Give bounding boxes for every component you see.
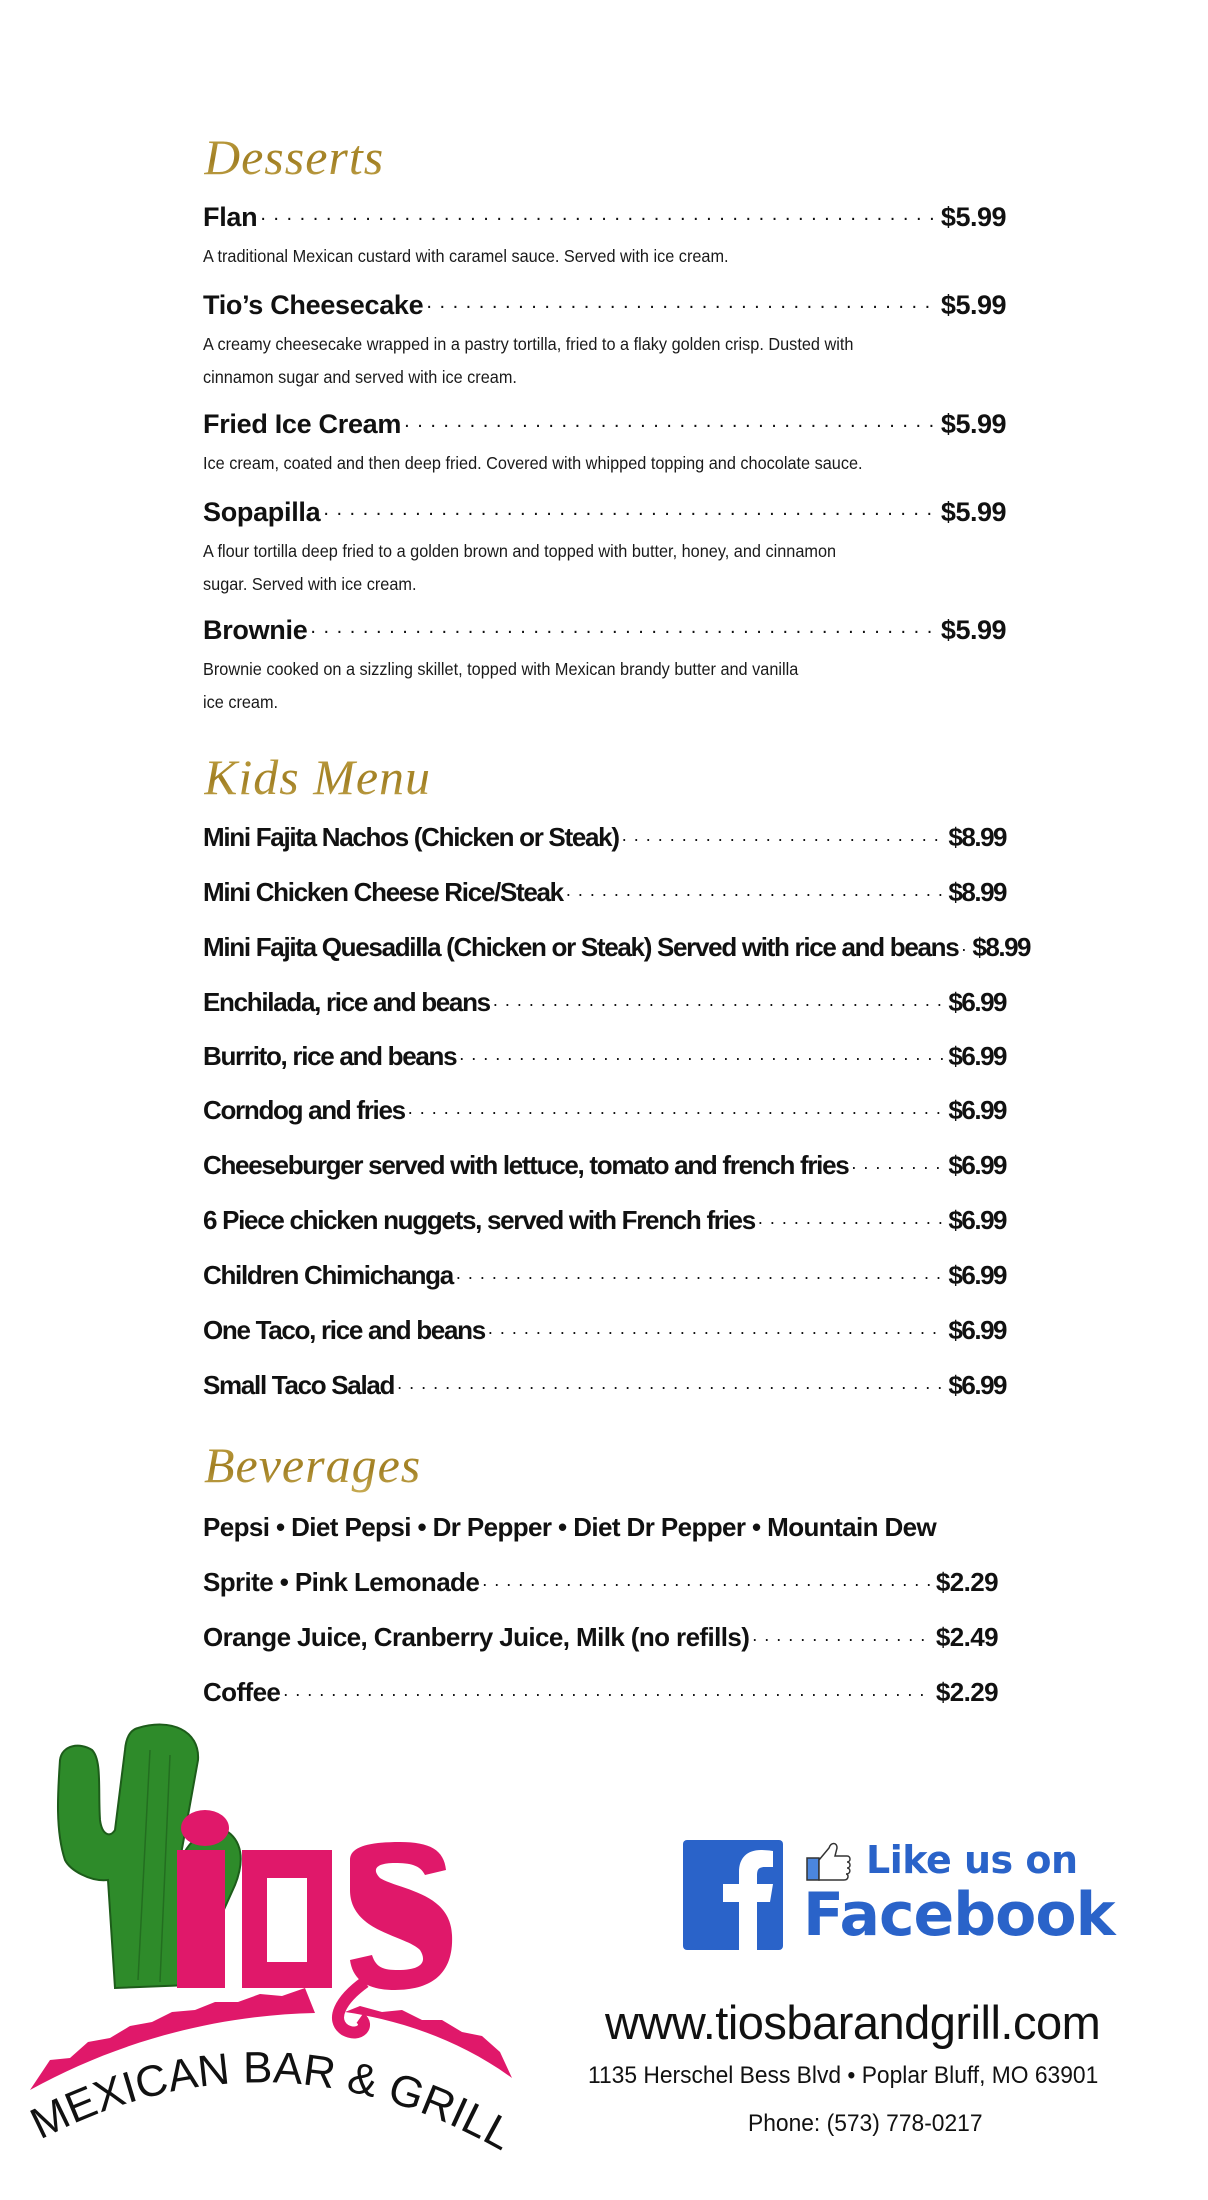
beverages-heading: Beverages — [204, 1437, 422, 1493]
item-name: 6 Piece chicken nuggets, served with French fries — [203, 1205, 755, 1235]
item-price: $6.99 — [948, 1260, 1006, 1290]
item-price: $6.99 — [948, 1041, 1006, 1071]
item-description: A creamy cheesecake wrapped in a pastry tortilla, fried to a flaky golden crisp. Dusted with cinnamon sugar and served with ice cream. — [203, 334, 854, 387]
item-price: $6.99 — [948, 1150, 1006, 1180]
item-price: $5.99 — [940, 409, 1006, 439]
item-name: Children Chimichanga — [203, 1260, 453, 1290]
item-name: Brownie — [203, 615, 308, 645]
leader-dots — [493, 993, 946, 1011]
item-price: $8.99 — [948, 877, 1006, 907]
facebook-icon[interactable] — [683, 1840, 783, 1950]
item-name: Sopapilla — [203, 497, 321, 527]
item-price: $6.99 — [948, 1205, 1006, 1235]
menu-item-fried-ice-cream — [203, 409, 1006, 440]
website-link[interactable]: www.tiosbarandgrill.com — [605, 1996, 1101, 2049]
menu-item — [203, 1205, 1006, 1236]
item-name: One Taco, rice and beans — [203, 1315, 485, 1345]
item-price: $5.99 — [940, 290, 1006, 320]
menu-item — [203, 932, 1030, 963]
item-description: Ice cream, coated and then deep fried. Covered with whipped topping and chocolate sauce. — [203, 453, 863, 473]
menu-item — [203, 877, 1006, 908]
item-name: Sprite • Pink Lemonade — [203, 1567, 480, 1597]
leader-dots — [566, 883, 946, 901]
item-price: $6.99 — [948, 1095, 1006, 1125]
item-price: $6.99 — [948, 1315, 1006, 1345]
leader-dots — [426, 294, 938, 314]
item-price: $8.99 — [972, 932, 1030, 962]
leader-dots — [851, 1156, 945, 1174]
leader-dots — [404, 413, 938, 433]
leader-dots — [397, 1376, 945, 1394]
item-name: Mini Chicken Cheese Rice/Steak — [203, 877, 563, 907]
item-name: Coffee — [203, 1677, 281, 1707]
item-price: $8.99 — [948, 822, 1006, 852]
item-description: A traditional Mexican custard with caramel sauce. Served with ice cream. — [203, 246, 729, 266]
menu-item — [203, 1150, 1006, 1181]
item-price: $2.29 — [935, 1567, 998, 1597]
leader-dots — [260, 206, 938, 226]
item-name: Corndog and fries — [203, 1095, 405, 1125]
desserts-heading: Desserts — [204, 129, 385, 185]
item-name: Cheeseburger served with lettuce, tomato and french fries — [203, 1150, 849, 1180]
facebook-label[interactable]: Facebook — [803, 1880, 1115, 1950]
item-price: $5.99 — [940, 202, 1006, 232]
item-name: Mini Fajita Quesadilla (Chicken or Steak) Served with rice and beans — [203, 932, 959, 962]
item-price: $6.99 — [948, 987, 1006, 1017]
tios-logo — [20, 1720, 560, 2190]
menu-item-sopapilla — [203, 497, 1006, 528]
item-description: Brownie cooked on a sizzling skillet, topped with Mexican brandy butter and vanilla ice cream. — [203, 659, 799, 712]
menu-item — [203, 1622, 998, 1653]
menu-item — [203, 1315, 1006, 1346]
item-price: $5.99 — [940, 497, 1006, 527]
menu-item — [203, 1567, 998, 1598]
item-price: $6.99 — [948, 1370, 1006, 1400]
tagline: MEXICAN BAR & GRILL — [23, 2043, 521, 2160]
menu-item — [203, 1370, 1006, 1401]
leader-dots — [758, 1211, 946, 1229]
item-name: Enchilada, rice and beans — [203, 987, 490, 1017]
like-us-text: Like us on — [866, 1838, 1078, 1882]
menu-item-brownie — [203, 615, 1006, 646]
menu-item — [203, 1677, 998, 1708]
menu-item-cheesecake — [203, 290, 1006, 321]
leader-dots — [323, 501, 938, 521]
address: 1135 Herschel Bess Blvd • Poplar Bluff, MO 63901 — [588, 2062, 1099, 2089]
leader-dots — [961, 938, 969, 956]
menu-item — [203, 987, 1006, 1018]
item-name: Fried Ice Cream — [203, 409, 402, 439]
menu-item — [203, 1041, 1006, 1072]
item-name: Small Taco Salad — [203, 1370, 395, 1400]
leader-dots — [408, 1101, 946, 1119]
leader-dots — [459, 1047, 945, 1065]
leader-dots — [752, 1628, 933, 1646]
leader-dots — [310, 619, 938, 639]
item-price: $2.49 — [935, 1622, 998, 1652]
item-name: Mini Fajita Nachos (Chicken or Steak) — [203, 822, 619, 852]
leader-dots — [488, 1321, 946, 1339]
phone-number[interactable]: Phone: (573) 778-0217 — [748, 2110, 983, 2137]
menu-item — [203, 1260, 1006, 1291]
leader-dots — [482, 1573, 933, 1591]
item-price: $2.29 — [935, 1677, 998, 1707]
menu-item-flan — [203, 202, 1006, 233]
item-price: $5.99 — [940, 615, 1006, 645]
item-name: Orange Juice, Cranberry Juice, Milk (no refills) — [203, 1622, 750, 1652]
item-name: Burrito, rice and beans — [203, 1041, 457, 1071]
menu-item — [203, 822, 1006, 853]
leader-dots — [622, 828, 946, 846]
item-name: Flan — [203, 202, 258, 232]
menu-item — [203, 1512, 1006, 1543]
item-description: A flour tortilla deep fried to a golden brown and topped with butter, honey, and cinnamon sugar. Served with ice cream. — [203, 541, 837, 594]
item-name: Tio’s Cheesecake — [203, 290, 424, 320]
leader-dots — [456, 1266, 946, 1284]
item-name: Pepsi • Diet Pepsi • Dr Pepper • Diet Dr Pepper • Mountain Dew — [203, 1512, 937, 1542]
menu-item — [203, 1095, 1006, 1126]
leader-dots — [283, 1683, 933, 1701]
kids-menu-heading: Kids Menu — [204, 749, 432, 805]
